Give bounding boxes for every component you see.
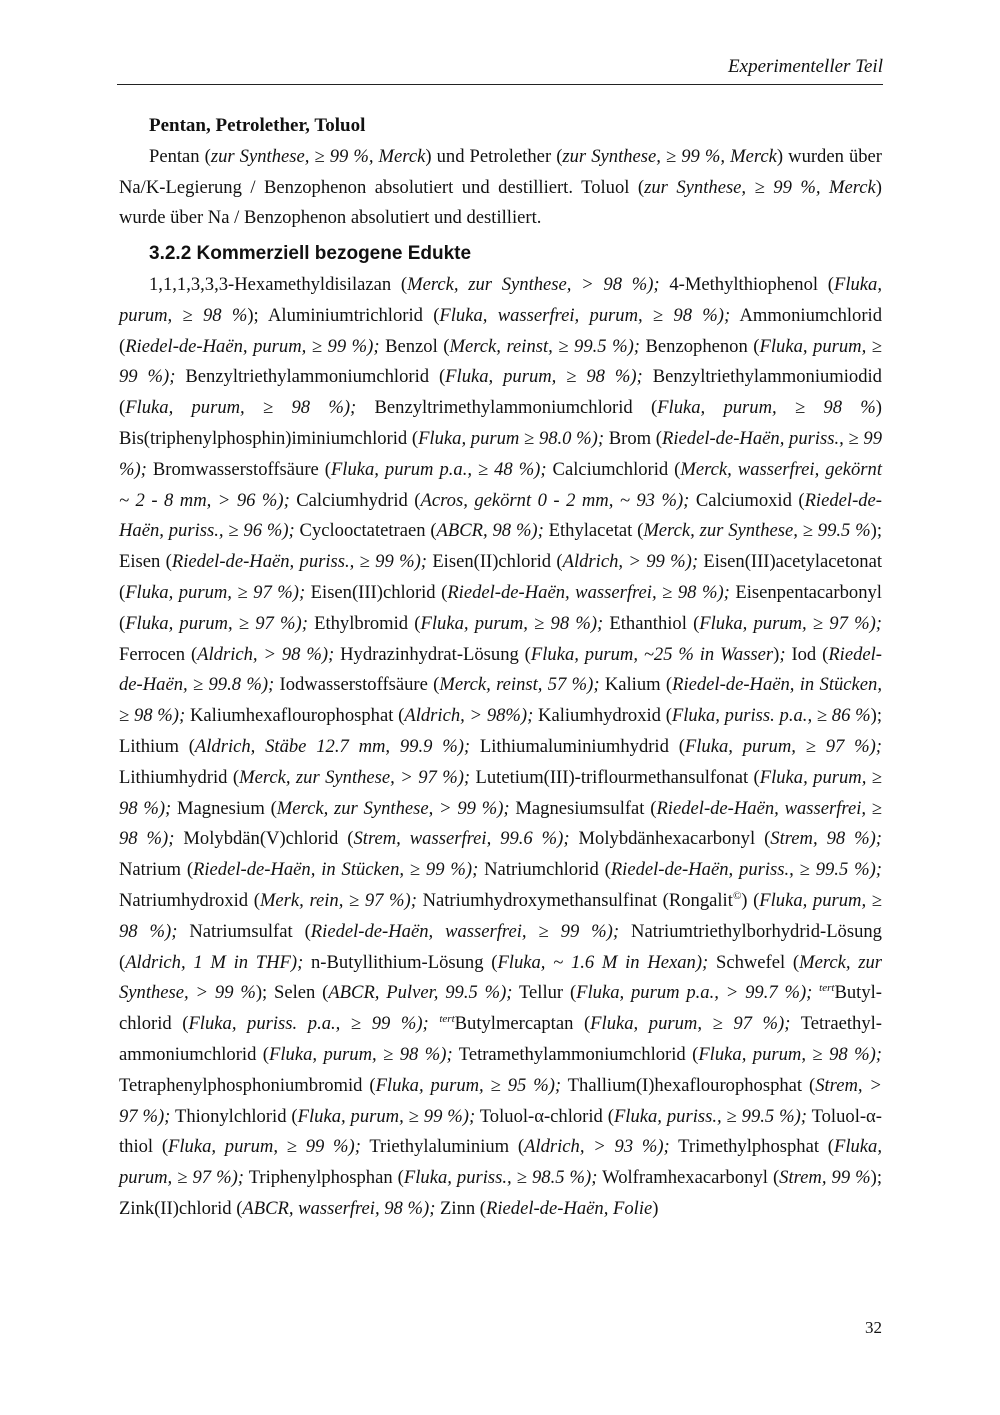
page-content xyxy=(119,111,882,1225)
italic-run: Aldrich, > 98%); xyxy=(404,705,534,727)
text-run: Butylchlorid ( xyxy=(119,982,882,1035)
text-run: Molybdän(V)chlorid ( xyxy=(174,828,354,850)
page-number: 32 xyxy=(865,1318,882,1337)
edukte-paragraph xyxy=(119,270,882,1225)
text-run: Thallium(I)hexaflourophosphat ( xyxy=(561,1074,816,1096)
text-run: Lutetium(III)-triflourmethansulfonat ( xyxy=(470,766,760,788)
italic-run: Fluka, puriss., ≥ 98.5 %); xyxy=(403,1167,598,1189)
text-run: Magnesium ( xyxy=(171,797,277,819)
text-run: Hydrazinhydrat-Lösung ( xyxy=(334,643,531,665)
text-run: Lithiumaluminiumhydrid ( xyxy=(470,735,685,757)
text-run: Tellur ( xyxy=(512,982,577,1004)
italic-run: Strem, wasserfrei, 99.6 %); xyxy=(353,828,570,850)
text-run: Magnesiumsulfat ( xyxy=(509,797,657,819)
italic-run: Fluka, puriss. p.a., ≥ 86 % xyxy=(671,705,871,727)
italic-run: Fluka, puriss., ≥ 99.5 %); xyxy=(613,1105,807,1127)
text-run: Natrium ( xyxy=(119,859,194,881)
text-run: Eisenpentacarbonyl ( xyxy=(119,581,882,634)
italic-run: Fluka, purum, ≥ 98 %); xyxy=(269,1043,453,1065)
italic-run: Riedel-de-Haën, wasserfrei, ≥ 99 %); xyxy=(310,920,620,942)
text-run: 1,1,1,3,3,3-Hexamethyldisilazan ( xyxy=(149,273,408,295)
text-run: ); Eisen ( xyxy=(119,520,882,573)
italic-run: Fluka, purum, ≥ 99 %); xyxy=(119,335,882,388)
text-run: Eisen(III)chlorid ( xyxy=(305,581,448,603)
section-heading-edukte: 3.2.2 Kommerziell bezogene Edukte xyxy=(149,243,472,265)
italic-run: Strem, 98 %); xyxy=(770,828,882,850)
italic-run: Fluka, purum, ≥ 97 %); xyxy=(125,581,306,603)
italic-run: Riedel-de-Haën, puriss., ≥ 99.5 %); xyxy=(610,859,882,881)
superscript-run: tert xyxy=(819,982,835,995)
text-run: Thionylchlorid ( xyxy=(170,1105,298,1127)
italic-run: Fluka, purum, ≥ 98 % xyxy=(657,397,876,419)
italic-run: Merck, zur Synthese, > 97 %); xyxy=(239,766,471,788)
italic-run: Merck, reinst, 57 %); xyxy=(439,674,600,696)
text-run: ) xyxy=(773,643,780,665)
italic-run: Fluka, purum, ≥ 98 %); xyxy=(445,366,643,388)
italic-run: Fluka, purum, ≥ 97 %); xyxy=(699,612,882,634)
italic-run: Riedel-de-Haën, wasserfrei, ≥ 98 %); xyxy=(447,581,730,603)
italic-run: Aldrich, > 98 %); xyxy=(197,643,335,665)
italic-run: Merck, zur Synthese, > 99 %); xyxy=(276,797,510,819)
italic-run: Fluka, purum, ≥ 95 %); xyxy=(375,1074,562,1096)
superscript-run: tert xyxy=(439,1012,455,1025)
text-run: ) Bis(triphenylphosphin)iminiumchlorid ( xyxy=(119,397,882,449)
text-run: Kalium ( xyxy=(599,674,673,696)
text-run: Eisen(II)chlorid ( xyxy=(426,551,563,573)
text-run: Natriumhydroxymethansulfinat (Rongalit xyxy=(416,889,733,911)
text-run: Zinn ( xyxy=(435,1197,486,1219)
italic-run: Merck, reinst, ≥ 99.5 %); xyxy=(449,335,640,357)
text-run: Wolframhexacarbonyl ( xyxy=(597,1167,780,1189)
text-run: Ethanthiol ( xyxy=(603,612,700,634)
text-run xyxy=(429,1013,440,1034)
italic-run: Riedel-de-Haën, ≥ 99.8 %); xyxy=(119,643,882,696)
italic-run: zur Synthese, ≥ 99 %, Merck xyxy=(562,145,777,167)
text-run: Kaliumhydroxid ( xyxy=(533,705,672,727)
italic-run: Fluka, purum, ≥ 98 %); xyxy=(125,397,357,419)
italic-run: Riedel-de-Haën, in Stücken, ≥ 98 %); xyxy=(119,674,882,727)
text-run: Ferrocen ( xyxy=(119,643,198,665)
italic-run: Fluka, purum, ≥ 99 %); xyxy=(297,1105,476,1127)
italic-run: Riedel-de-Haën, puriss., ≥ 96 %); xyxy=(119,489,883,542)
italic-run: Riedel-de-Haën, wasserfrei, ≥ 98 %); xyxy=(119,797,882,850)
italic-run: Strem, > 97 %); xyxy=(119,1074,882,1127)
text-run: Calciumoxid ( xyxy=(689,489,805,511)
italic-run: Fluka, purum, ≥ 98 %); xyxy=(698,1043,882,1065)
italic-run: Riedel-de-Haën, Folie xyxy=(486,1197,653,1219)
text-run: Ethylbromid ( xyxy=(307,612,421,634)
text-run: Natriumtriethylborhydrid-Lösung ( xyxy=(119,920,882,973)
text-run: ) wurden über Na/K-Legierung / Benzophenon absolutiert und destilliert. Toluol ( xyxy=(119,145,882,198)
italic-run: Fluka, purum, ≥ 97 %); xyxy=(590,1013,791,1035)
italic-run: Merck, wasserfrei, gekörnt ~ 2 - 8 mm, > 96 %); xyxy=(119,458,883,511)
italic-run: Riedel-de-Haën, purum, ≥ 99 %); xyxy=(125,335,380,357)
text-run: Iod ( xyxy=(785,643,829,665)
text-run: Butylmercaptan ( xyxy=(454,1013,591,1035)
italic-run: Fluka, ~ 1.6 M in Hexan); xyxy=(497,951,709,973)
text-run: Ethylacetat ( xyxy=(543,520,644,542)
text-run: Iodwasserstoffsäure ( xyxy=(274,674,440,696)
running-header xyxy=(117,56,883,85)
text-run: Cyclooctatetraen ( xyxy=(294,520,437,542)
italic-run: Merk, rein, ≥ 97 %); xyxy=(259,889,417,911)
italic-run: Fluka, purum ≥ 98.0 %); xyxy=(418,427,605,449)
text-run: Natriumhydroxid ( xyxy=(119,889,260,911)
text-run: Brom ( xyxy=(604,427,662,449)
text-run: Eisen(III)acetylacetonat ( xyxy=(119,551,882,603)
text-run: Benzyltriethylammoniumchlorid ( xyxy=(175,366,446,388)
text-run: ); Aluminiumtrichlorid ( xyxy=(247,304,440,326)
text-run: Natriumsulfat ( xyxy=(177,920,311,942)
italic-run: Merck, zur Synthese, > 98 %); xyxy=(407,273,660,295)
italic-run: Fluka, purum, ≥ 98 %); xyxy=(420,612,604,634)
italic-run: Fluka, wasserfrei, purum, ≥ 98 %); xyxy=(439,304,731,326)
text-run: Benzophenon ( xyxy=(640,335,760,357)
text-run: Triphenylphosphan ( xyxy=(244,1167,404,1189)
text-run: Ammoniumchlorid ( xyxy=(119,304,882,357)
text-run: ) und Petrolether ( xyxy=(425,145,563,167)
italic-run: ABCR, wasserfrei, 98 %); xyxy=(242,1197,436,1219)
text-run: Tetramethylammoniumchlorid ( xyxy=(452,1043,699,1065)
italic-run: Riedel-de-Haën, in Stücken, ≥ 99 %); xyxy=(193,859,479,881)
text-run: ); Zink(II)chlorid ( xyxy=(119,1167,883,1219)
text-run: ) xyxy=(652,1197,659,1219)
italic-run: Acros, gekörnt 0 - 2 mm, ~ 93 %); xyxy=(420,489,690,511)
italic-run: Fluka, purum, ≥ 98 % xyxy=(119,273,882,326)
italic-run: Aldrich, > 99 %); xyxy=(562,551,699,573)
text-run: ) wurde über Na / Benzophenon absolutiert und destilliert. xyxy=(119,176,882,229)
italic-run: Aldrich, 1 M in THF); xyxy=(125,951,304,973)
italic-run: Fluka, purum, ~25 % in Wasser xyxy=(530,643,774,665)
italic-run: Riedel-de-Haën, puriss., ≥ 99 %); xyxy=(119,427,882,480)
section-heading-solvents: Pentan, Petrolether, Toluol xyxy=(149,115,366,136)
text-run: Benzol ( xyxy=(379,335,450,357)
italic-run: Merck, zur Synthese, ≥ 99.5 % xyxy=(643,520,871,542)
italic-run: Fluka, puriss. p.a., ≥ 99 %); xyxy=(188,1013,429,1035)
text-run: Benzyltrimethylammoniumchlorid ( xyxy=(356,397,658,419)
italic-run: Fluka, purum p.a., ≥ 48 %); xyxy=(330,458,547,480)
text-run: ); Lithium ( xyxy=(119,705,882,757)
text-run: Calciumhydrid ( xyxy=(289,489,421,511)
text-run: Triethylaluminium ( xyxy=(360,1136,525,1158)
text-run: Tetraethylammoniumchlorid ( xyxy=(119,1013,882,1065)
text-run: ) ( xyxy=(741,889,760,911)
solvents-paragraph xyxy=(119,142,882,234)
italic-run: Fluka, purum, ≥ 99 %); xyxy=(168,1136,361,1158)
text-run: Benzyltriethylammoniumiodid ( xyxy=(119,366,882,419)
superscript-run: © xyxy=(732,889,742,902)
text-run: Trimethylphosphat ( xyxy=(669,1136,834,1158)
text-run: Pentan ( xyxy=(149,145,211,167)
text-run: 4-Methylthiophenol ( xyxy=(659,273,834,295)
text-run: Bromwasserstoffsäure ( xyxy=(146,458,331,480)
italic-run: Strem, 99 % xyxy=(779,1167,871,1189)
text-run: Natriumchlorid ( xyxy=(478,859,611,881)
italic-run: ABCR, 98 %); xyxy=(436,520,544,542)
text-run: Calciumchlorid ( xyxy=(546,458,681,480)
italic-run: ABCR, Pulver, 99.5 %); xyxy=(328,982,513,1004)
italic-run: Fluka, purum, ≥ 98 %); xyxy=(119,766,882,819)
italic-run: Fluka, purum, ≥ 98 %); xyxy=(119,889,882,942)
italic-run: Fluka, purum, ≥ 97 %); xyxy=(125,612,308,634)
italic-run: Aldrich, Stäbe 12.7 mm, 99.9 %); xyxy=(194,735,471,757)
italic-run: Aldrich, > 93 %); xyxy=(524,1136,670,1158)
text-run: Toluol-α-chlorid ( xyxy=(475,1105,614,1127)
text-run: Molybdänhexacarbonyl ( xyxy=(569,828,771,850)
italic-run: Riedel-de-Haën, puriss., ≥ 99 %); xyxy=(171,551,427,573)
italic-run: zur Synthese, ≥ 99 %, Merck xyxy=(210,145,426,167)
italic-run: zur Synthese, ≥ 99 %, Merck xyxy=(644,176,876,198)
text-run: Lithiumhydrid ( xyxy=(119,766,240,788)
italic-run: Fluka, purum, ≥ 97 %); xyxy=(684,735,882,757)
italic-run: Merck, zur Synthese, > 99 % xyxy=(119,951,883,1004)
running-header-title: Experimenteller Teil xyxy=(728,56,883,77)
italic-run: Fluka, purum, ≥ 97 %); xyxy=(119,1136,882,1189)
italic-run: Fluka, purum p.a., > 99.7 %); xyxy=(576,982,813,1004)
text-run: Schwefel ( xyxy=(708,951,800,973)
text-run: Tetraphenylphosphoniumbromid ( xyxy=(119,1074,376,1096)
text-run: Kaliumhexaflourophosphat ( xyxy=(185,705,405,727)
text-run: n-Butyllithium-Lösung ( xyxy=(303,951,498,973)
text-run: ); Selen ( xyxy=(255,982,329,1004)
italic-run: ; xyxy=(779,643,786,665)
text-run: Toluol-α-thiol ( xyxy=(119,1105,882,1158)
